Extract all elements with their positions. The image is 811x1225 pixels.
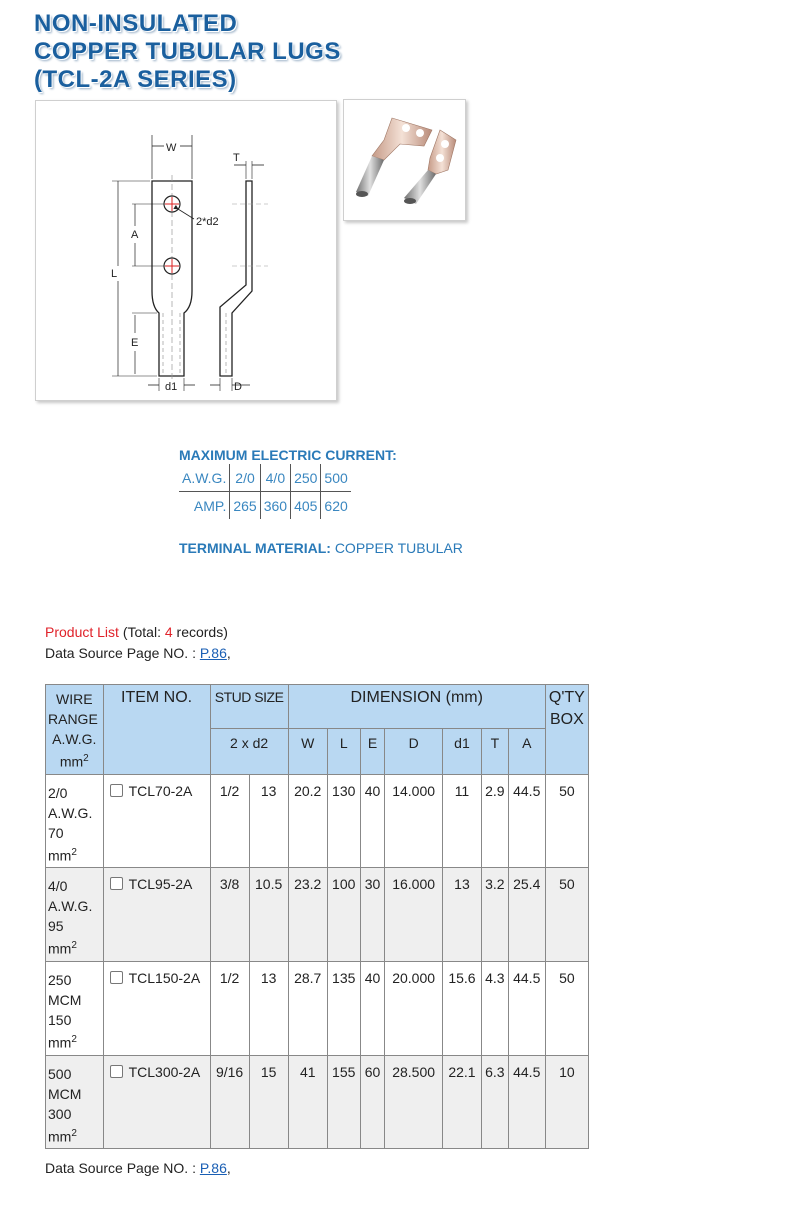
col-dimension: DIMENSION (mm)	[288, 685, 545, 729]
col-wire-range: WIRE RANGE A.W.G. $mm^2$	[46, 685, 104, 775]
item-cell	[103, 774, 210, 868]
d1-cell: 11	[442, 774, 481, 868]
w-cell: 28.7	[288, 961, 327, 1055]
wire-line: mm	[48, 940, 72, 957]
wire-line: MCM	[48, 1085, 82, 1102]
col-qty	[545, 685, 588, 775]
stud-cell: 1/2	[210, 961, 249, 1055]
qty-cell: 50	[545, 774, 588, 868]
dim-w-label: W	[166, 142, 177, 154]
wire-line: 2/0	[48, 784, 68, 801]
item-cell	[103, 961, 210, 1055]
col-w: W	[288, 728, 327, 774]
product-list-label: Product List	[45, 624, 119, 640]
wire-cell: 2/0 A.W.G. 70 $mm^2$	[46, 774, 104, 868]
awg-row	[179, 464, 351, 492]
wire-line: 500	[48, 1065, 72, 1082]
l-cell: 135	[327, 961, 360, 1055]
col-e: E	[360, 728, 385, 774]
d2-cell: 15	[249, 1055, 288, 1149]
a-cell: 44.5	[508, 961, 545, 1055]
awg-cell: 4/0	[260, 464, 290, 492]
col-a: A	[508, 728, 545, 774]
col-d2: 2 x d2	[210, 728, 288, 774]
amp-cell: 265	[230, 492, 260, 520]
stud-cell: 3/8	[210, 868, 249, 962]
current-table	[179, 464, 351, 519]
d-cell: 20.000	[385, 961, 443, 1055]
page-title	[34, 10, 341, 94]
source-page-link[interactable]: P.86	[199, 1160, 227, 1176]
source-page-link[interactable]: P.86	[199, 645, 227, 661]
qty-line-1: Q'TY	[548, 689, 585, 706]
col-l: L	[327, 728, 360, 774]
d-cell: 14.000	[385, 774, 443, 868]
e-cell: 30	[360, 868, 385, 962]
awg-cell: 500	[321, 464, 351, 492]
wire-range-line-2: RANGE	[48, 711, 98, 727]
awg-label: A.W.G.	[179, 464, 230, 492]
wire-line: 300	[48, 1105, 72, 1122]
wire-range-line-1: WIRE	[56, 691, 93, 707]
title-line-2: COPPER TUBULAR LUGS	[34, 38, 341, 65]
dim-e-label: E	[131, 337, 139, 349]
e-cell: 60	[360, 1055, 385, 1149]
a-cell: 25.4	[508, 868, 545, 962]
data-source-top	[45, 645, 231, 661]
d-cell: 28.500	[385, 1055, 443, 1149]
e-cell: 40	[360, 961, 385, 1055]
qty-line-2: BOX	[549, 711, 584, 728]
d1-cell: 22.1	[442, 1055, 481, 1149]
select-checkbox[interactable]	[110, 1065, 123, 1078]
stud-cell: 9/16	[210, 1055, 249, 1149]
dimension-drawing	[35, 100, 337, 401]
stud-cell: 1/2	[210, 774, 249, 868]
d-cell: 16.000	[385, 868, 443, 962]
item-no: TCL150-2A	[128, 969, 201, 986]
wire-line: A.W.G.	[48, 804, 93, 821]
material-label: TERMINAL MATERIAL:	[179, 540, 331, 556]
title-line-1: NON-INSULATED	[34, 10, 238, 37]
wire-cell: 500 MCM 300 $mm^2$	[46, 1055, 104, 1149]
lug-drawing-svg	[36, 101, 336, 400]
d1-cell: 13	[442, 868, 481, 962]
l-cell: 155	[327, 1055, 360, 1149]
source-label: Data Source Page NO. :	[45, 645, 196, 661]
col-d1: d1	[442, 728, 481, 774]
material-line	[179, 540, 463, 556]
title-line-3: (TCL-2A SERIES)	[34, 66, 237, 93]
amp-cell: 405	[291, 492, 321, 520]
wire-line: mm	[48, 1128, 72, 1145]
hole-label: 2*d2	[196, 216, 219, 228]
wire-line: 250	[48, 971, 72, 988]
col-stud-size: STUD SIZE	[210, 685, 288, 729]
wire-line: 95	[48, 918, 64, 935]
d1-cell: 15.6	[442, 961, 481, 1055]
t-cell: 2.9	[482, 774, 509, 868]
lug-side-view	[220, 181, 252, 376]
col-d: D	[385, 728, 443, 774]
record-count: 4	[164, 624, 173, 640]
dim-a-label: A	[131, 229, 139, 241]
amp-row	[179, 492, 351, 520]
dim-l-label: L	[111, 268, 118, 280]
qty-cell: 50	[545, 868, 588, 962]
d2-cell: 13	[249, 774, 288, 868]
table-row	[46, 1055, 589, 1149]
w-cell: 23.2	[288, 868, 327, 962]
d2-cell: 10.5	[249, 868, 288, 962]
wire-line: mm	[48, 1034, 72, 1051]
item-no: TCL95-2A	[128, 876, 193, 893]
t-cell: 3.2	[482, 868, 509, 962]
table-row	[46, 868, 589, 962]
a-cell: 44.5	[508, 1055, 545, 1149]
item-cell	[103, 1055, 210, 1149]
current-heading: MAXIMUM ELECTRIC CURRENT:	[179, 447, 397, 463]
data-source-bottom	[45, 1160, 231, 1176]
wire-range-line-3: A.W.G.	[52, 731, 97, 747]
dim-d1-label: d1	[165, 381, 178, 393]
l-cell: 130	[327, 774, 360, 868]
product-table	[45, 684, 589, 1149]
select-checkbox[interactable]	[110, 971, 123, 984]
awg-cell: 2/0	[230, 464, 260, 492]
wire-cell: 250 MCM 150 $mm^2$	[46, 961, 104, 1055]
e-cell: 40	[360, 774, 385, 868]
item-cell	[103, 868, 210, 962]
amp-cell: 360	[260, 492, 290, 520]
item-no: TCL70-2A	[128, 782, 193, 799]
product-list-summary	[45, 624, 228, 640]
a-cell: 44.5	[508, 774, 545, 868]
w-cell: 41	[288, 1055, 327, 1149]
col-t: T	[482, 728, 509, 774]
qty-cell: 50	[545, 961, 588, 1055]
dim-t-label: T	[233, 152, 240, 164]
table-row	[46, 961, 589, 1055]
source-label: Data Source Page NO. :	[45, 1160, 196, 1176]
d2-cell: 13	[249, 961, 288, 1055]
w-cell: 20.2	[288, 774, 327, 868]
wire-range-line-4: mm	[59, 753, 84, 770]
awg-cell: 250	[291, 464, 321, 492]
hole-upper-icon	[164, 196, 180, 212]
table-row	[46, 774, 589, 868]
wire-line: A.W.G.	[48, 898, 93, 915]
lug-photo-svg	[344, 100, 465, 220]
header-row-1	[46, 685, 589, 729]
l-cell: 100	[327, 868, 360, 962]
total-open: (Total:	[122, 624, 161, 640]
amp-label: AMP.	[179, 492, 230, 520]
t-cell: 4.3	[482, 961, 509, 1055]
wire-line: 4/0	[48, 878, 68, 895]
select-checkbox[interactable]	[110, 784, 123, 797]
hole-lower-icon	[164, 258, 180, 274]
wire-cell: 4/0 A.W.G. 95 $mm^2$	[46, 868, 104, 962]
col-item-no: ITEM NO.	[103, 685, 210, 775]
qty-cell: 10	[545, 1055, 588, 1149]
wire-line: 150	[48, 1011, 72, 1028]
product-photo	[343, 99, 466, 221]
source-suffix: ,	[226, 645, 231, 661]
material-value: COPPER TUBULAR	[334, 540, 463, 556]
amp-cell: 620	[324, 497, 348, 514]
t-cell: 6.3	[482, 1055, 509, 1149]
wire-line: mm	[48, 847, 72, 864]
total-close: records)	[176, 624, 228, 640]
wire-line: 70	[48, 824, 64, 841]
item-no: TCL300-2A	[128, 1063, 201, 1080]
wire-line: MCM	[48, 991, 82, 1008]
dim-d-label: D	[234, 381, 242, 393]
select-checkbox[interactable]	[110, 877, 123, 890]
source-suffix: ,	[226, 1160, 231, 1176]
